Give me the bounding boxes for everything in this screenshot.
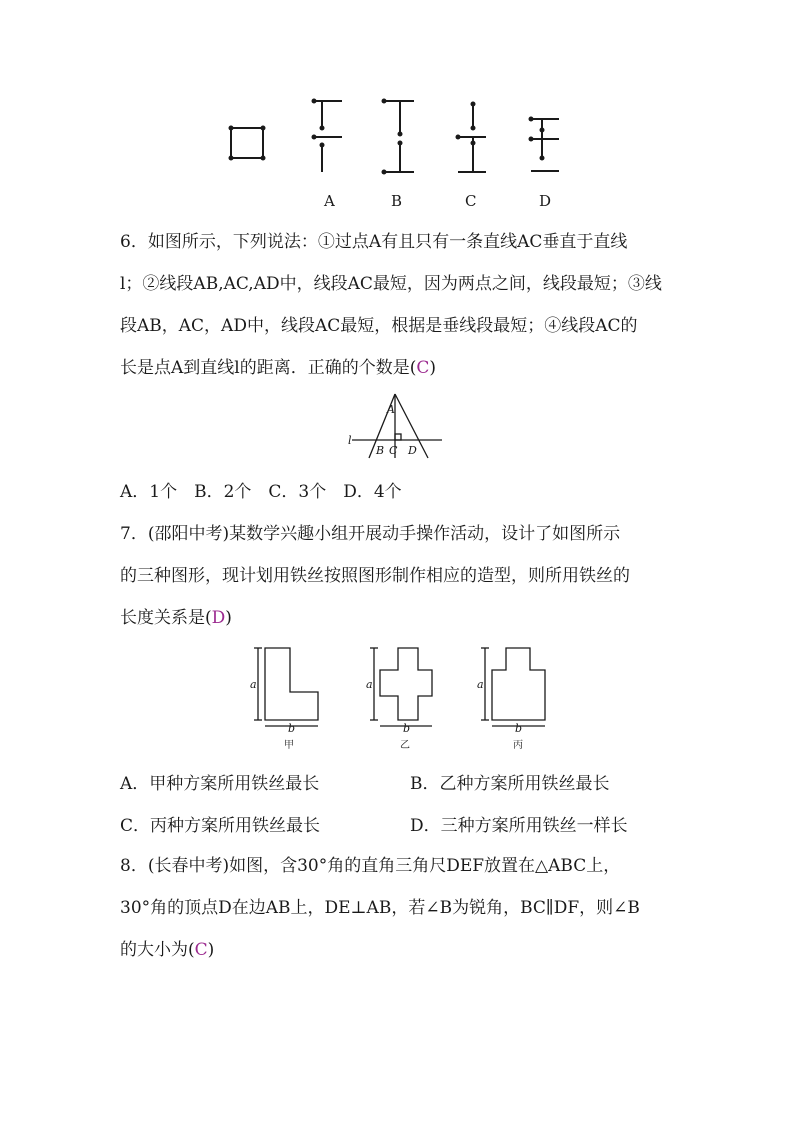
dim-b-yi: b	[403, 722, 411, 735]
q6-figure	[0, 390, 794, 470]
caption-jia: 甲	[284, 740, 294, 751]
q6-line-4	[120, 357, 436, 379]
shape-jia	[265, 648, 318, 720]
option-label-c: C	[465, 192, 477, 210]
q7-line-2: 的三种图形，现计划用铁丝按照图形制作相应的造型，则所用铁丝的	[120, 566, 630, 586]
q6-answer: C	[416, 358, 430, 378]
q8-line-2: 30°角的顶点D在边AB上，DE⊥AB，若∠B为锐角，BC∥DF，则∠B	[120, 898, 640, 918]
q6-options: A．1个 B．2个 C．3个 D．4个	[120, 482, 402, 502]
dim-a-jia: a	[250, 678, 257, 691]
q7-option-a: A．甲种方案所用铁丝最长	[120, 774, 320, 794]
shape-bing	[492, 648, 545, 720]
q8-line-3	[120, 939, 214, 961]
q7-line-1: 7．(邵阳中考)某数学兴趣小组开展动手操作活动，设计了如图所示	[120, 524, 621, 544]
right-angle-mark	[395, 434, 401, 440]
q8-close-paren: )	[207, 940, 215, 960]
top-figure	[0, 0, 794, 200]
label-c: C	[389, 444, 398, 457]
option-label-d: D	[539, 192, 552, 210]
dim-a-bing: a	[477, 678, 484, 691]
q6-stem-end: 长是点A到直线l的距离．正确的个数是(	[120, 358, 417, 378]
option-label-b: B	[391, 192, 403, 210]
dim-b-bing: b	[515, 722, 523, 735]
q6-line-2: l；②线段AB,AC,AD中，线段AC最短，因为两点之间，线段最短；③线	[120, 274, 662, 294]
q6-line-1: 6．如图所示，下列说法：①过点A有且只有一条直线AC垂直于直线	[120, 232, 628, 252]
q8-line-1: 8．(长春中考)如图，含30°角的直角三角尺DEF放置在△ABC上，	[120, 856, 621, 876]
q7-option-c: C．丙种方案所用铁丝最长	[120, 816, 321, 836]
q7-option-b: B．乙种方案所用铁丝最长	[410, 774, 610, 794]
q8-answer: C	[194, 940, 208, 960]
q6-line-3: 段AB，AC，AD中，线段AC最短，根据是垂线段最短；④线段AC的	[120, 316, 638, 336]
label-d: D	[408, 444, 417, 457]
label-b: B	[376, 444, 385, 457]
dim-b-jia: b	[288, 722, 296, 735]
q6-close-paren: )	[429, 358, 437, 378]
dim-a-yi: a	[366, 678, 373, 691]
q7-line-3	[120, 607, 232, 629]
caption-bing: 丙	[513, 740, 523, 751]
option-label-a: A	[324, 192, 335, 210]
q7-stem-end: 长度关系是(	[120, 608, 212, 628]
q7-option-d: D．三种方案所用铁丝一样长	[410, 816, 628, 836]
shape-yi	[380, 648, 432, 720]
q7-close-paren: )	[225, 608, 232, 628]
original-square	[231, 128, 263, 158]
q8-stem-end: 的大小为(	[120, 940, 195, 960]
caption-yi: 乙	[400, 740, 410, 751]
label-l: l	[348, 434, 352, 447]
label-a: A	[387, 403, 395, 416]
q7-answer: D	[211, 608, 226, 628]
q7-figure	[0, 640, 794, 760]
